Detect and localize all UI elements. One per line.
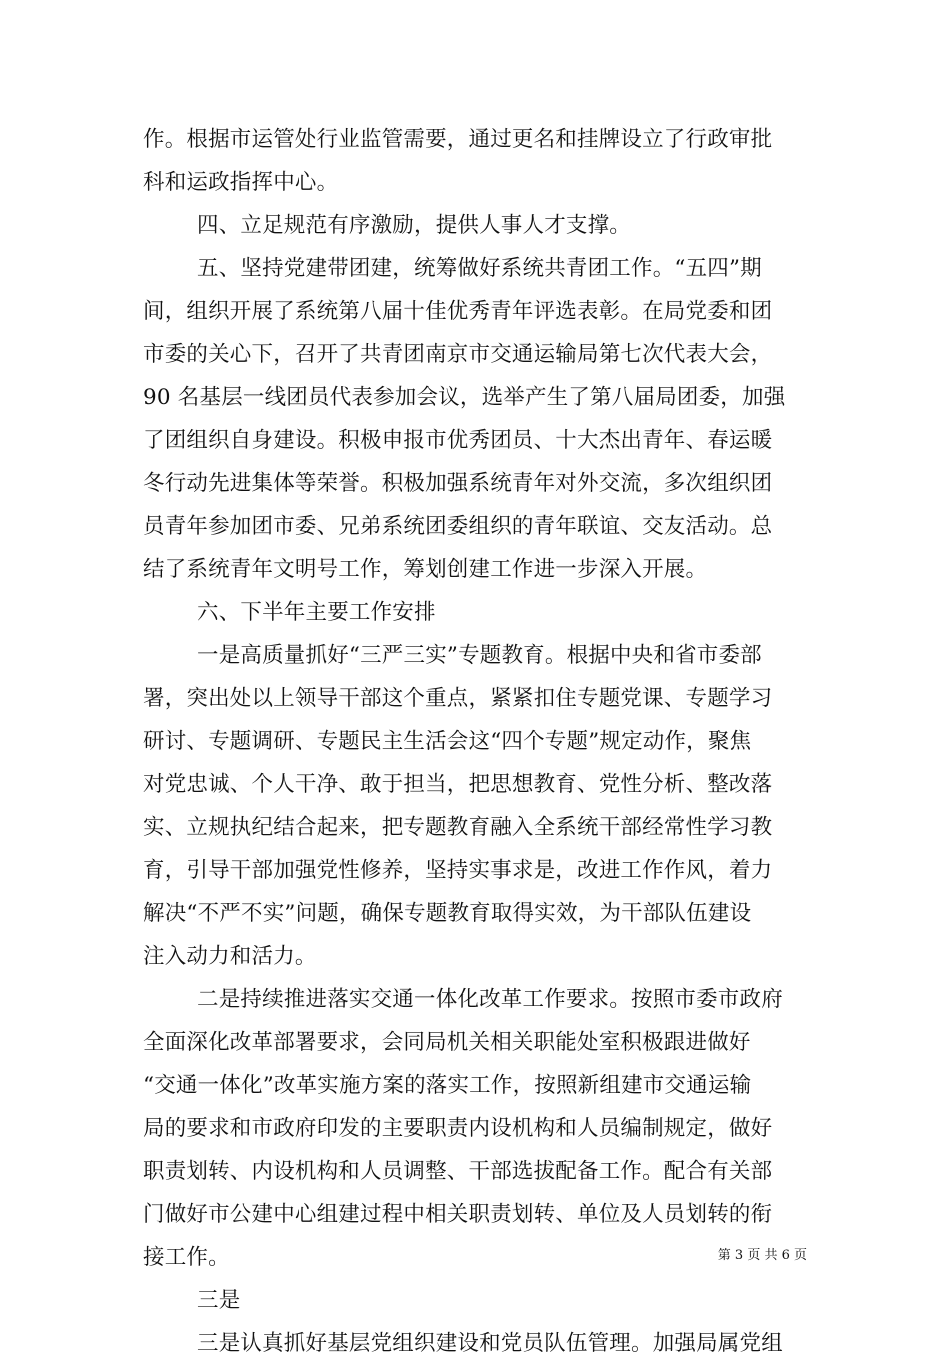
text-line: 一是高质量抓好“三严三实”专题教育。根据中央和省市委部 [197,643,762,668]
text-line: 研讨、专题调研、专题民主生活会这“四个专题”规定动作，聚焦 [143,729,752,754]
text-line: 二是持续推进落实交通一体化改革工作要求。按照市委市政府 [197,987,783,1012]
text-line: 署，突出处以上领导干部这个重点，紧紧扣住专题党课、专题学习 [143,686,773,711]
text-line: 间，组织开展了系统第八届十佳优秀青年评选表彰。在局党委和团 [143,299,773,324]
text-line: 局的要求和市政府印发的主要职责内设机构和人员编制规定，做好 [143,1116,773,1141]
text-line: 育，引导干部加强党性修养，坚持实事求是，改进工作作风，着力 [143,858,773,883]
document-body [143,118,813,1365]
text-line: 作。根据市运管处行业监管需要，通过更名和挂牌设立了行政审批 [143,127,773,152]
text-line: 实、立规执纪结合起来，把专题教育融入全系统干部经常性学习教 [143,815,773,840]
text-line: 接工作。 [143,1245,230,1270]
text-line: 六、下半年主要工作安排 [197,600,436,625]
text-line: 三是认真抓好基层党组织建设和党员队伍管理。加强局属党组 [197,1331,783,1356]
text-line: “交通一体化”改革实施方案的落实工作，按照新组建市交通运输 [143,1073,752,1098]
page-number-footer: 第 3 页 共 6 页 [717,1248,807,1263]
text-line: 科和运政指挥中心。 [143,170,339,195]
text-line: 五、坚持党建带团建，统筹做好系统共青团工作。“五四”期 [197,256,762,281]
text-line: 职责划转、内设机构和人员调整、干部选拔配备工作。配合有关部 [143,1159,773,1184]
text-line: 员青年参加团市委、兄弟系统团委组织的青年联谊、交友活动。总 [143,514,773,539]
text-line: 全面深化改革部署要求，会同局机关相关职能处室积极跟进做好 [143,1030,751,1055]
text-line: 解决“不严不实”问题，确保专题教育取得实效，为干部队伍建设 [143,901,752,926]
text-line: 门做好市公建中心组建过程中相关职责划转、单位及人员划转的衔 [143,1202,773,1227]
text-line: 四、立足规范有序激励，提供人事人才支撑。 [197,213,632,238]
text-line: 对党忠诚、个人干净、敢于担当，把思想教育、党性分析、整改落 [143,772,773,797]
text-line: 三是 [197,1288,241,1313]
text-line: 90 名基层一线团员代表参加会议，选举产生了第八届局团委，加强 [143,385,786,410]
text-line: 市委的关心下，召开了共青团南京市交通运输局第七次代表大会， [143,342,773,367]
text-line: 冬行动先进集体等荣誉。积极加强系统青年对外交流，多次组织团 [143,471,773,496]
text-line: 注入动力和活力。 [143,944,317,969]
text-line: 了团组织自身建设。积极申报市优秀团员、十大杰出青年、春运暖 [143,428,773,453]
text-line: 结了系统青年文明号工作，筹划创建工作进一步深入开展。 [143,557,708,582]
